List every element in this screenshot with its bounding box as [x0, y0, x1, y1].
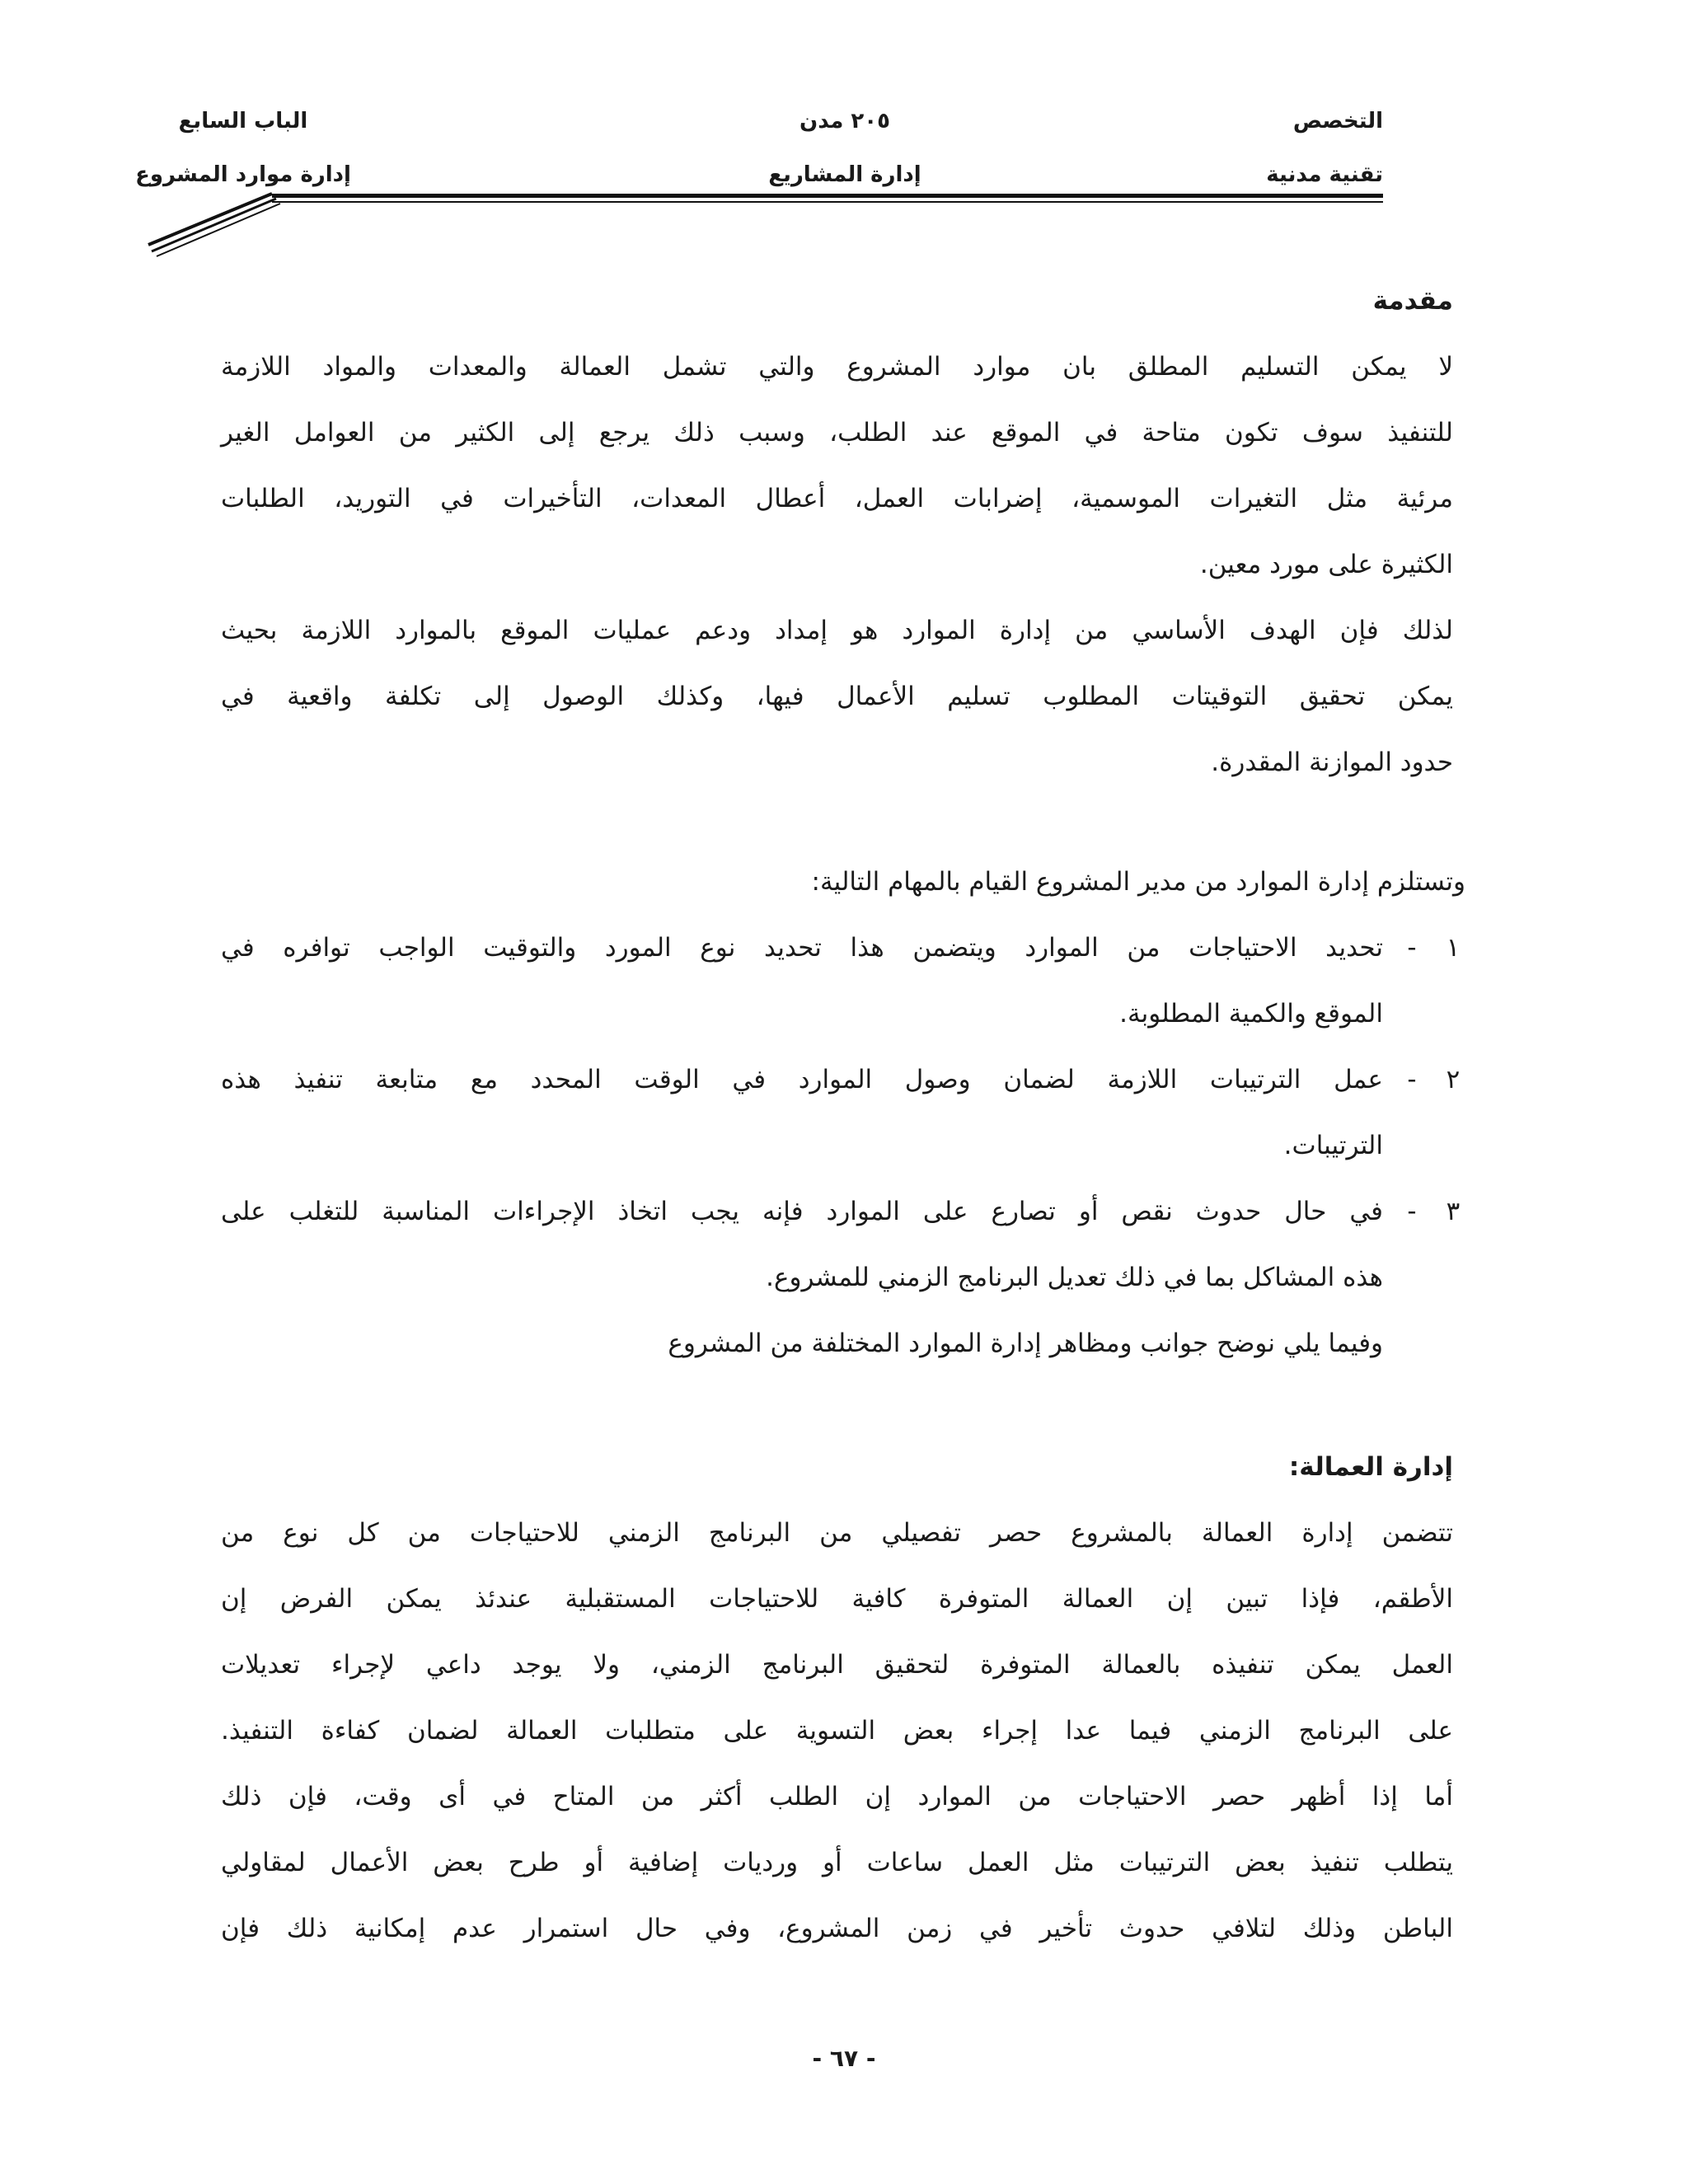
task-number: ٢ — [1446, 1065, 1461, 1094]
header-swoosh-decoration — [132, 185, 297, 260]
tasks-lead — [233, 849, 1465, 915]
task-item-1 — [221, 915, 1465, 1047]
header-specialization-value: تقنية مدنية — [1266, 162, 1383, 187]
text-line: الأطقم، فإذا تبين إن العمالة المتوفرة كافية للاحتياجات المستقبلية عندئذ يمكن الفرض إن — [221, 1584, 1453, 1614]
text-line: يتطلب تنفيذ بعض الترتيبات مثل العمل ساعات أو ورديات إضافية أو طرح بعض الأعمال لمقاولي — [221, 1848, 1453, 1877]
header-specialization-label: التخصص — [1292, 109, 1383, 134]
text-line: تتضمن إدارة العمالة بالمشروع حصر تفصيلي من البرنامج الزمني للاحتياجات من كل نوع من — [221, 1518, 1453, 1548]
header-rule-thick — [272, 194, 1383, 198]
tasks-closing — [229, 1310, 1383, 1376]
header-course-code: ٢٠٥ مدن — [799, 109, 890, 134]
text-line: وفيما يلي نوضح جوانب ومظاهر إدارة الموارد المختلفة من المشروع — [668, 1329, 1383, 1358]
task-dash: - — [1407, 1065, 1417, 1094]
labor-paragraph-1 — [221, 1500, 1453, 1764]
task-dash: - — [1407, 1197, 1417, 1226]
section-title-labor: إدارة العمالة: — [1288, 1452, 1453, 1482]
task-item-3 — [221, 1179, 1465, 1310]
text-line: يمكن تحقيق التوقيتات المطلوب تسليم الأعمال فيها، وكذلك الوصول إلى تكلفة واقعية في — [221, 682, 1453, 711]
text-line: لا يمكن التسليم المطلق بان موارد المشروع والتي تشمل العمالة والمعدات والمواد اللازمة — [221, 352, 1453, 382]
text-line: لذلك فإن الهدف الأساسي من إدارة الموارد هو إمداد ودعم عمليات الموقع بالموارد اللازمة بحيث — [221, 616, 1453, 645]
text-line: الترتيبات. — [1283, 1131, 1383, 1160]
text-line: العمل يمكن تنفيذه بالعمالة المتوفرة لتحقيق البرنامج الزمني، ولا يوجد داعي لإجراء تعديلات — [221, 1650, 1453, 1680]
text-line: الكثيرة على مورد معين. — [1199, 550, 1453, 579]
section-title-intro: مقدمة — [1372, 286, 1453, 316]
text-line: الموقع والكمية المطلوبة. — [1119, 999, 1383, 1029]
task-dash: - — [1407, 933, 1417, 963]
task-item-2 — [221, 1047, 1465, 1179]
intro-paragraph-2 — [221, 598, 1453, 795]
text-line: على البرنامج الزمني فيما عدا إجراء بعض التسوية على متطلبات العمالة لضمان كفاءة التنفيذ. — [221, 1716, 1453, 1746]
text-line: عمل الترتيبات اللازمة لضمان وصول الموارد في الوقت المحدد مع متابعة تنفيذ هذه — [221, 1065, 1383, 1094]
intro-paragraph-1 — [221, 334, 1453, 598]
header-course-name: إدارة المشاريع — [768, 162, 921, 187]
task-number: ١ — [1446, 933, 1461, 963]
text-line: هذه المشاكل بما في ذلك تعديل البرنامج الزمني للمشروع. — [766, 1263, 1383, 1292]
text-line: في حال حدوث نقص أو تصارع على الموارد فإنه يجب اتخاذ الإجراءات المناسبة للتغلب على — [221, 1197, 1383, 1226]
text-line: تحديد الاحتياجات من الموارد ويتضمن هذا تحديد نوع المورد والتوقيت الواجب توافره في — [221, 933, 1383, 963]
text-line: أما إذا أظهر حصر الاحتياجات من الموارد إن الطلب أكثر من المتاح في أى وقت، فإن ذلك — [221, 1782, 1453, 1811]
header-chapter-label: الباب السابع — [178, 109, 308, 134]
text-line: للتنفيذ سوف تكون متاحة في الموقع عند الطلب، وسبب ذلك يرجع إلى الكثير من العوامل الغير — [221, 418, 1453, 448]
text-line: وتستلزم إدارة الموارد من مدير المشروع القيام بالمهام التالية: — [811, 867, 1465, 897]
labor-paragraph-2 — [221, 1764, 1453, 1961]
text-line: الباطن وذلك لتلافي حدوث تأخير في زمن المشروع، وفي حال استمرار عدم إمكانية ذلك فإن — [221, 1914, 1453, 1943]
task-number: ٣ — [1446, 1197, 1461, 1226]
text-line: حدود الموازنة المقدرة. — [1211, 748, 1453, 777]
text-line: مرئية مثل التغيرات الموسمية، إضرابات العمل، أعطال المعدات، التأخيرات في التوريد، الطلبات — [221, 484, 1453, 513]
header-rule-thin — [272, 201, 1383, 203]
header-chapter-title: إدارة موارد المشروع — [135, 162, 351, 187]
page-number: - ٦٧ - — [812, 2045, 876, 2072]
